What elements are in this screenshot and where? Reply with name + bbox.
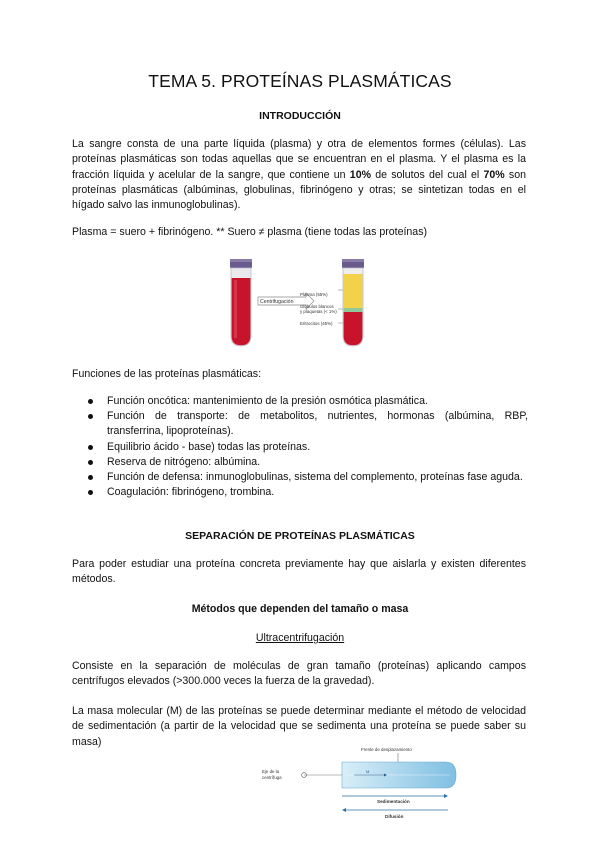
whole-blood-tube <box>230 259 252 346</box>
sedimentation-label: Sedimentación <box>377 799 410 804</box>
centrifugation-figure <box>222 256 382 348</box>
ultracentrifugation-paragraph-1: Consiste en la separación de moléculas de gran tamaño (proteínas) aplicando campos centrífugos elevados (>300.000 veces la fuerza de la gravedad). <box>72 660 526 688</box>
buffy-coat-layer <box>344 308 363 312</box>
list-item: Función de transporte: de metabolitos, nutrientes, hormonas (albúmina, RBP, transferrina, lipoproteínas). <box>88 409 528 439</box>
diffusion-arrowhead <box>342 808 346 812</box>
separation-heading: SEPARACIÓN DE PROTEÍNAS PLASMÁTICAS <box>185 530 415 542</box>
label-plasma: Plasma (55%) <box>300 292 328 297</box>
separation-paragraph: Para poder estudiar una proteína concreta previamente hay que aislarla y existen diferentes métodos. <box>72 558 526 586</box>
plasma-definition: Plasma = suero + fibrinógeno. ** Suero ≠ plasma (tiene todas las proteínas) <box>72 226 428 238</box>
intro-paragraph <box>72 137 526 213</box>
tube-inner-label: M <box>366 769 370 774</box>
diffusion-label: Difusión <box>385 814 404 819</box>
list-item: Equilibrio ácido - base) todas las proteínas. <box>88 440 528 455</box>
list-item: Reserva de nitrógeno: albúmina. <box>88 455 528 470</box>
page-title: TEMA 5. PROTEÍNAS PLASMÁTICAS <box>148 71 452 91</box>
functions-list <box>88 394 528 500</box>
label-erythrocytes: Eritrocitos (45%) <box>300 321 333 326</box>
axis-label-2: centrífuga <box>262 775 282 780</box>
label-platelets: y plaquetas (< 1%) <box>300 309 337 314</box>
list-item: Función de defensa: inmunoglobulinas, sistema del complemento, proteínas fase aguda. <box>88 470 528 485</box>
methods-heading: Métodos que dependen del tamaño o masa <box>191 603 409 615</box>
arrow-label: Centrifugación <box>260 299 294 305</box>
ultracentrifugation-paragraph-2: La masa molecular (M) de las proteínas se puede determinar mediante el método de velocidad de sedimentación (a partir de la velocidad que se sedimenta una proteína se puede saber su masa) <box>72 705 526 748</box>
intro-text-b: de solutos del cual el <box>371 168 484 181</box>
functions-heading: Funciones de las proteínas plasmáticas: <box>72 368 262 380</box>
blood-highlight <box>234 280 237 338</box>
intro-heading: INTRODUCCIÓN <box>259 110 341 122</box>
tube-cap-highlight-right <box>342 259 364 262</box>
front-label: Frente de desplazamiento <box>361 747 412 752</box>
intro-bold-70: 70% <box>483 168 505 181</box>
label-white-cells: Glóbulos blancos <box>300 304 334 309</box>
sedimentation-arrowhead <box>444 794 448 798</box>
intro-text-c: son proteínas plasmáticas (albúminas, globulinas, fibrinógeno y otras; se sintetizan todas en el hígado salvo las inmunoglobulinas). <box>72 168 527 212</box>
list-item: Coagulación: fibrinógeno, trombina. <box>88 485 528 500</box>
erythrocytes-layer <box>344 312 363 345</box>
list-item: Función oncótica: mantenimiento de la presión osmótica plasmática. <box>88 394 528 409</box>
axis-label-1: Eje de la <box>262 769 280 774</box>
ultracentrifugation-heading: Ultracentrifugación <box>255 632 345 644</box>
intro-text-a: La sangre consta de una parte líquida (plasma) y otra de elementos formes (células). Las proteínas plasmáticas son todas aquellas que se encuentran en el plasma. Y el plasma es la fracción líquida y acelular de la sangre, que contiene un <box>72 138 526 181</box>
sedimentation-figure <box>258 744 458 822</box>
plasma-layer <box>344 274 363 308</box>
intro-bold-10: 10% <box>349 168 371 181</box>
tube-cap-highlight-left <box>230 259 252 262</box>
